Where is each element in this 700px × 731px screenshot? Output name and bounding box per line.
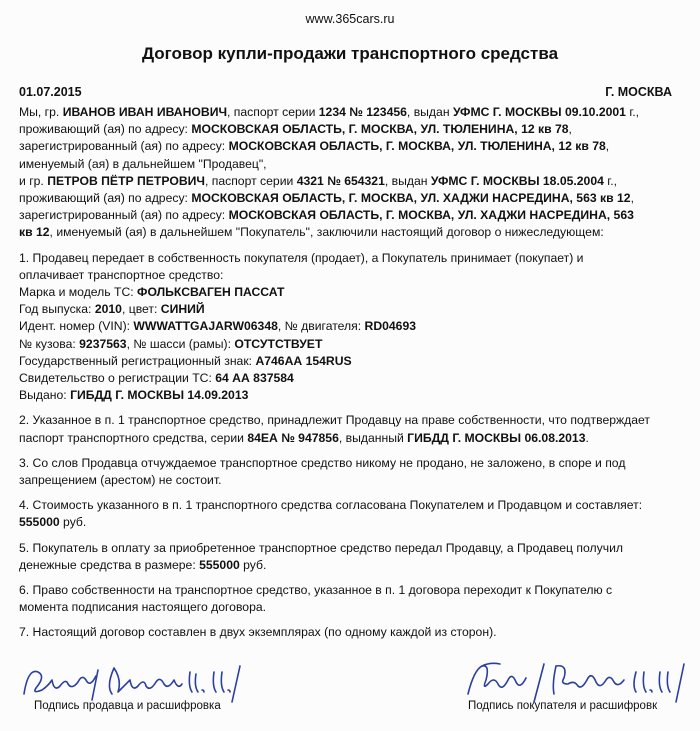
buyer-signature-ink — [460, 650, 695, 705]
seller-address: МОСКОВСКАЯ ОБЛАСТЬ, Г. МОСКВА, УЛ. ТЮЛЕНИНА, 12 кв 78 — [191, 122, 569, 137]
parties-line-2: проживающий (ая) по адресу: МОСКОВСКАЯ ОБЛАСТЬ, Г. МОСКВА, УЛ. ТЮЛЕНИНА, 12 кв 78, — [19, 122, 572, 137]
seller-reg-address: МОСКОВСКАЯ ОБЛАСТЬ, Г. МОСКВА, УЛ. ТЮЛЕНИНА, 12 кв 78 — [228, 139, 606, 154]
buyer-signature-caption: Подпись покупателя и расшифровк — [468, 700, 658, 712]
clause-1-line-2: оплачивает транспортное средство: — [19, 267, 224, 282]
parties-line-5: и гр. ПЕТРОВ ПЁТР ПЕТРОВИЧ, паспорт серии 4321 № 654321, выдан УФМС Г. МОСКВЫ 18.05.2004 г., — [19, 173, 618, 188]
buyer-passport-issued: УФМС Г. МОСКВЫ 18.05.2004 — [430, 173, 604, 188]
contract-date: 01.07.2015 — [19, 85, 82, 99]
clause-4-line-2: 555000 руб. — [19, 515, 87, 530]
vehicle-year-color: Год выпуска: 2010, цвет: СИНИЙ — [19, 302, 205, 317]
vehicle-body-chassis: № кузова: 9237563, № шасси (рамы): ОТСУТСТВУЕТ — [19, 336, 323, 351]
document-title: Договор купли-продажи транспортного средства — [141, 44, 559, 63]
parties-line-1: Мы, гр. ИВАНОВ ИВАН ИВАНОВИЧ, паспорт серии 1234 № 123456, выдан УФМС Г. МОСКВЫ 09.10.2001 г., — [19, 105, 640, 119]
buyer-name: ПЕТРОВ ПЁТР ПЕТРОВИЧ — [47, 173, 205, 188]
clause-5-line-1: 5. Покупатель в оплату за приобретенное транспортное средство передал Продавцу, а Продавец получил — [19, 540, 623, 555]
vehicle-cert-issued: Выдано: ГИБДД Г. МОСКВЫ 14.09.2013 — [19, 388, 249, 403]
vehicle-cert: Свидетельство о регистрации ТС: 64 АА 837584 — [19, 371, 294, 386]
buyer-address: МОСКОВСКАЯ ОБЛАСТЬ, Г. МОСКВА, УЛ. ХАДЖИ НАСРЕДИНА, 563 кв 12 — [191, 191, 631, 206]
buyer-reg-address-2: кв 12 — [19, 225, 50, 240]
parties-line-6: проживающий (ая) по адресу: МОСКОВСКАЯ ОБЛАСТЬ, Г. МОСКВА, УЛ. ХАДЖИ НАСРЕДИНА, 563 кв 12, — [19, 191, 634, 206]
clause-3-line-2: запрещением (арестом) не состоит. — [19, 473, 222, 488]
parties-line-3: зарегистрированный (ая) по адресу: МОСКОВСКАЯ ОБЛАСТЬ, Г. МОСКВА, УЛ. ТЮЛЕНИНА, 12 кв 78, — [19, 139, 610, 154]
price-amount: 555000 — [19, 515, 60, 530]
vehicle-make: Марка и модель ТС: ФОЛЬКСВАГЕН ПАССАТ — [19, 285, 285, 300]
clause-7-line-1: 7. Настоящий договор составлен в двух экземплярах (по одному каждой из сторон). — [19, 625, 497, 640]
vehicle-vin-engine: Идент. номер (VIN): WWWATTGAJARW06348, № двигателя: RD04693 — [19, 319, 417, 334]
clause-2-line-1: 2. Указанное в п. 1 транспортное средство, принадлежит Продавцу на праве собственности, что подтверждает — [19, 413, 651, 428]
paid-amount: 555000 — [199, 557, 240, 572]
seller-passport-issued: УФМС Г. МОСКВЫ 09.10.2001 — [452, 105, 626, 119]
clause-6-line-1: 6. Право собственности на транспортное средство, указанное в п. 1 договора переходит к Покупателю с — [19, 583, 613, 598]
clause-6-line-2: момента подписания настоящего договора. — [19, 600, 267, 615]
clause-5-line-2: денежные средства в размере: 555000 руб. — [19, 557, 267, 572]
buyer-passport: 4321 № 654321 — [296, 173, 385, 188]
contract-city: Г. МОСКВА — [605, 85, 672, 99]
clause-2-line-2: паспорт транспортного средства, серии 84ЕА № 947856, выданный ГИБДД Г. МОСКВЫ 06.08.2013. — [19, 430, 589, 445]
buyer-reg-address-1: МОСКОВСКАЯ ОБЛАСТЬ, Г. МОСКВА, УЛ. ХАДЖИ НАСРЕДИНА, 563 — [228, 208, 634, 223]
seller-passport: 1234 № 123456 — [318, 105, 407, 119]
seller-name: ИВАНОВ ИВАН ИВАНОВИЧ — [62, 105, 228, 119]
seller-signature-ink — [18, 650, 268, 705]
clause-3-line-1: 3. Со слов Продавца отчуждаемое транспортное средство никому не продано, не заложено, в споре и под — [19, 455, 626, 470]
clause-1-line-1: 1. Продавец передает в собственность покупателя (продает), а Покупатель принимает (покупает) и — [19, 250, 584, 265]
contract-body — [19, 104, 687, 642]
clause-4-line-1: 4. Стоимость указанного в п. 1 транспортного средства согласована Покупателем и Продавцом и составляет: — [19, 498, 643, 513]
vehicle-plate: Государственный регистрационный знак: А746АА 154RUS — [19, 353, 352, 368]
parties-line-7: зарегистрированный (ая) по адресу: МОСКОВСКАЯ ОБЛАСТЬ, Г. МОСКВА, УЛ. ХАДЖИ НАСРЕДИНА, 563 — [19, 208, 634, 223]
site-url: www.365cars.ru — [305, 12, 395, 26]
seller-signature-caption: Подпись продавца и расшифровка — [34, 700, 221, 712]
parties-line-8: кв 12, именуемый (ая) в дальнейшем "Покупатель", заключили настоящий договор о нижеследующем: — [19, 225, 604, 240]
parties-line-4: именуемый (ая) в дальнейшем "Продавец", — [19, 156, 267, 171]
